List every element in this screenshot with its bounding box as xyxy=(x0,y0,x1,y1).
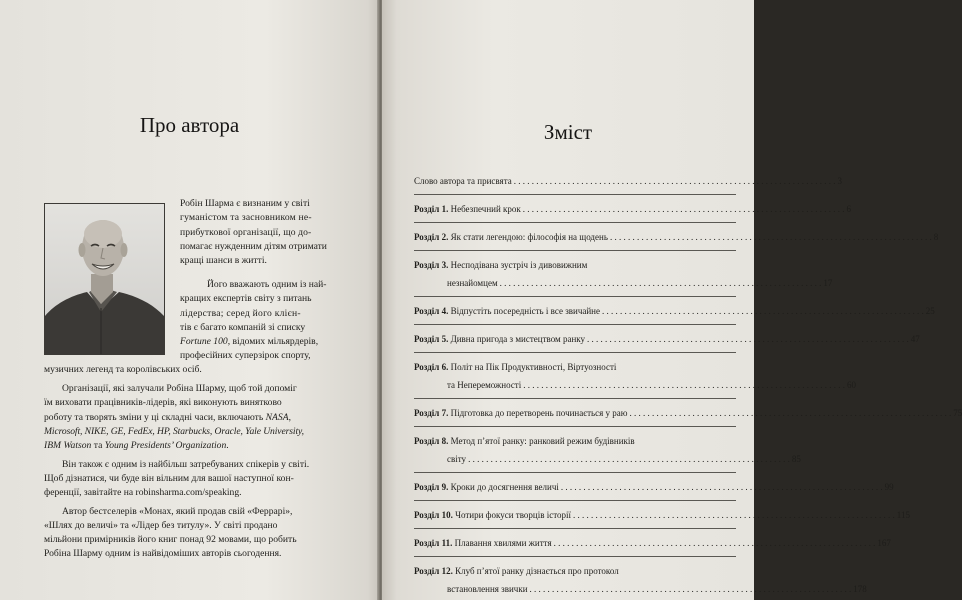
toc-leader-dots: . . . . . . . . . . . . . . . . . . . . . . . . . . . . . . . . . . . . . . . . . . . . . . . . . . . . . . . . . . . . . . . . . . . . . . . . xyxy=(513,176,836,186)
toc-leader-dots: . . . . . . . . . . . . . . . . . . . . . . . . . . . . . . . . . . . . . . . . . . . . . . . . . . . . . . . . . . . . . . . . . . . . . . . . xyxy=(609,232,932,242)
toc-entry xyxy=(414,174,842,188)
toc-leader-dots: . . . . . . . . . . . . . . . . . . . . . . . . . . . . . . . . . . . . . . . . . . . . . . . . . . . . . . . . . . . . . . . . . . . . . . . . xyxy=(601,306,924,316)
toc-leader-dots: . . . . . . . . . . . . . . . . . . . . . . . . . . . . . . . . . . . . . . . . . . . . . . . . . . . . . . . . . . . . . . . . . . . . . . . . xyxy=(523,380,845,390)
toc-separator xyxy=(414,352,736,353)
toc-entry xyxy=(414,564,867,596)
bio-line-16: Microsoft, NIKE, GE, FedEx, HP, Starbucks, Oracle, Yale University, xyxy=(44,426,304,437)
bio-line-14: їм виховати працівників-лідерів, які виконують винятково xyxy=(44,397,282,408)
toc-page-number: 47 xyxy=(910,334,920,344)
toc-separator xyxy=(414,528,736,529)
toc-leader-dots: . . . . . . . . . . . . . . . . . . . . . . . . . . . . . . . . . . . . . . . . . . . . . . . . . . . . . . . . . . . . . . . . . . . . . . . . xyxy=(629,408,952,418)
bio-line-11: професійних суперзірок спорту, xyxy=(180,350,311,361)
toc-chapter-title: Кроки до досягнення величі xyxy=(450,482,559,492)
toc-page-number: 8 xyxy=(933,232,939,242)
bio-line-9: тів є багато компаній зі списку xyxy=(180,322,306,333)
toc-entry xyxy=(414,508,910,522)
toc-page-number: 99 xyxy=(884,482,894,492)
toc-page-number: 167 xyxy=(877,538,891,548)
toc-chapter-label: Розділ 5. xyxy=(414,334,449,344)
toc-chapter-label: Розділ 9. xyxy=(414,482,449,492)
toc-separator xyxy=(414,426,736,427)
toc-chapter-label: Розділ 8. xyxy=(414,436,449,446)
toc-leader-dots: . . . . . . . . . . . . . . . . . . . . . . . . . . . . . . . . . . . . . . . . . . . . . . . . . . . . . . . . . . . . . . . . . . . . . . . . xyxy=(529,584,852,594)
toc-chapter-title-cont: та Непереможності xyxy=(447,380,522,390)
toc-chapter-label: Розділ 10. xyxy=(414,510,453,520)
left-page xyxy=(0,0,379,600)
toc-entry xyxy=(414,258,833,290)
toc-chapter-label: Розділ 12. xyxy=(414,566,453,576)
toc-page-number: 85 xyxy=(791,454,801,464)
toc-entry xyxy=(414,434,801,466)
toc-page-number: 178 xyxy=(853,584,867,594)
toc-page-number: 6 xyxy=(846,204,852,214)
toc-chapter-title-cont: встановлення звички xyxy=(447,584,528,594)
bio-line-12: музичних легенд та королівських осіб. xyxy=(44,364,202,375)
toc-separator xyxy=(414,324,736,325)
toc-entry xyxy=(414,536,891,550)
toc-leader-dots: . . . . . . . . . . . . . . . . . . . . . . . . . . . . . . . . . . . . . . . . . . . . . . . . . . . . . . . . . . . . . . . . . . . . . . . . xyxy=(499,278,822,288)
toc-chapter-label: Розділ 4. xyxy=(414,306,449,316)
toc-separator xyxy=(414,222,736,223)
toc-entry xyxy=(414,360,856,392)
right-page xyxy=(382,0,962,600)
toc-separator xyxy=(414,556,736,557)
toc-chapter-label: Розділ 1. xyxy=(414,204,449,214)
toc-chapter-label: Розділ 7. xyxy=(414,408,449,418)
toc-chapter-title: Як стати легендою: філософія на щодень xyxy=(450,232,608,242)
toc-entry xyxy=(414,406,962,420)
bio-line-21: Автор бестселерів «Монах, який продав свій «Феррарі», xyxy=(62,506,293,517)
toc-page-number: 17 xyxy=(823,278,833,288)
toc-separator xyxy=(414,250,736,251)
bio-line-3: прибуткової організації, що до- xyxy=(180,227,312,238)
bio-line-7: кращих експертів світу з питань xyxy=(180,293,312,304)
toc-chapter-title: Політ на Пік Продуктивності, Віртуозності xyxy=(450,362,617,372)
bio-line-4: помагає нужденним дітям отримати xyxy=(180,241,327,252)
toc-entry xyxy=(414,480,894,494)
toc-leader-dots: . . . . . . . . . . . . . . . . . . . . . . . . . . . . . . . . . . . . . . . . . . . . . . . . . . . . . . . . . . . . . . . . . . . . . . . . xyxy=(587,334,909,344)
toc-entry xyxy=(414,230,939,244)
toc-chapter-title: Несподівана зустріч із дивовижним xyxy=(450,260,588,270)
toc-separator xyxy=(414,194,736,195)
toc-chapter-label: Розділ 3. xyxy=(414,260,449,270)
bio-line-17: IBM Watson та Young Presidents’ Organization. xyxy=(44,440,229,451)
bio-line-8: лідерства; серед його клієн- xyxy=(180,308,301,319)
bio-line-13: Організації, які залучали Робіна Шарму, щоб той допоміг xyxy=(62,383,297,394)
toc-leader-dots: . . . . . . . . . . . . . . . . . . . . . . . . . . . . . . . . . . . . . . . . . . . . . . . . . . . . . . . . . . . . . . . . . . . . . . . . xyxy=(468,454,790,464)
bio-line-22: «Шлях до величі» та «Лідер без титулу». У світі продано xyxy=(44,520,278,531)
toc-page-number: 60 xyxy=(847,380,856,390)
toc-chapter-title: Чотири фокуси творців історії xyxy=(455,510,572,520)
toc-chapter-title-cont: світу xyxy=(447,454,467,464)
toc-entry xyxy=(414,332,920,346)
toc-chapter-title: Клуб п’ятої ранку дізнається про протокол xyxy=(455,566,619,576)
bio-line-6: Його вважають одним із най- xyxy=(207,279,327,290)
bio-line-1: Робін Шарма є визнаним у світі xyxy=(180,198,310,209)
toc-chapter-label: Розділ 2. xyxy=(414,232,449,242)
toc-page-number: 25 xyxy=(925,306,935,316)
toc-chapter-label: Розділ 11. xyxy=(414,538,453,548)
author-photo xyxy=(44,203,165,355)
toc-entry xyxy=(414,202,852,216)
toc-leader-dots: . . . . . . . . . . . . . . . . . . . . . . . . . . . . . . . . . . . . . . . . . . . . . . . . . . . . . . . . . . . . . . . . . . . . . . . . xyxy=(573,510,895,520)
toc-separator xyxy=(414,398,736,399)
bio-line-20: ференції, завітайте на robinsharma.com/speaking. xyxy=(44,487,242,498)
toc-page-number: 3 xyxy=(837,176,842,186)
toc-entry xyxy=(414,304,935,318)
toc-page-number: 115 xyxy=(896,510,910,520)
toc-chapter-title: Метод п’ятої ранку: ранковий режим будівників xyxy=(450,436,635,446)
bio-line-23: мільйони примірників його книг понад 92 мовами, що робить xyxy=(44,534,297,545)
toc-chapter-title: Дивна пригода з мистецтвом ранку xyxy=(450,334,586,344)
contents-title: Зміст xyxy=(543,120,593,144)
toc-chapter-title: Небезпечний крок xyxy=(450,204,521,214)
toc-leader-dots: . . . . . . . . . . . . . . . . . . . . . . . . . . . . . . . . . . . . . . . . . . . . . . . . . . . . . . . . . . . . . . . . . . . . . . . . xyxy=(553,538,876,548)
toc-chapter-title: Відпустіть посередність і все звичайне xyxy=(450,306,600,316)
toc-separator xyxy=(414,296,736,297)
bio-line-24: Робіна Шарму одним із найвідоміших авторів сьогодення. xyxy=(44,548,282,559)
bio-line-18: Він також є одним із найбільш затребуваних спікерів у світі. xyxy=(62,459,310,470)
toc-leader-dots: . . . . . . . . . . . . . . . . . . . . . . . . . . . . . . . . . . . . . . . . . . . . . . . . . . . . . . . . . . . . . . . . . . . . . . . . xyxy=(522,204,845,214)
toc-chapter-label: Розділ 6. xyxy=(414,362,449,372)
bio-line-19: Щоб дізнатися, чи буде він вільним для вашої наступної кон- xyxy=(44,473,294,484)
about-author-title: Про автора xyxy=(139,113,240,137)
toc-chapter-title: Слово автора та присвята xyxy=(414,176,512,186)
toc-leader-dots: . . . . . . . . . . . . . . . . . . . . . . . . . . . . . . . . . . . . . . . . . . . . . . . . . . . . . . . . . . . . . . . . . . . . . . . . xyxy=(560,482,883,492)
toc-separator xyxy=(414,500,736,501)
toc-chapter-title-cont: незнайомцем xyxy=(447,278,498,288)
bio-line-15: роботу та творять зміни у ці складні часи, включають NASA, xyxy=(44,412,291,423)
bio-line-5: кращі шанси в житті. xyxy=(180,255,267,266)
bio-line-10: Fortune 100, відомих мільярдерів, xyxy=(180,336,319,347)
toc-separator xyxy=(414,472,736,473)
toc-chapter-title: Плавання хвилями життя xyxy=(454,538,552,548)
toc-page-number: 75 xyxy=(953,408,962,418)
bio-line-2: гуманістом та засновником не- xyxy=(180,212,312,223)
toc-chapter-title: Підготовка до перетворень починається у раю xyxy=(450,408,628,418)
